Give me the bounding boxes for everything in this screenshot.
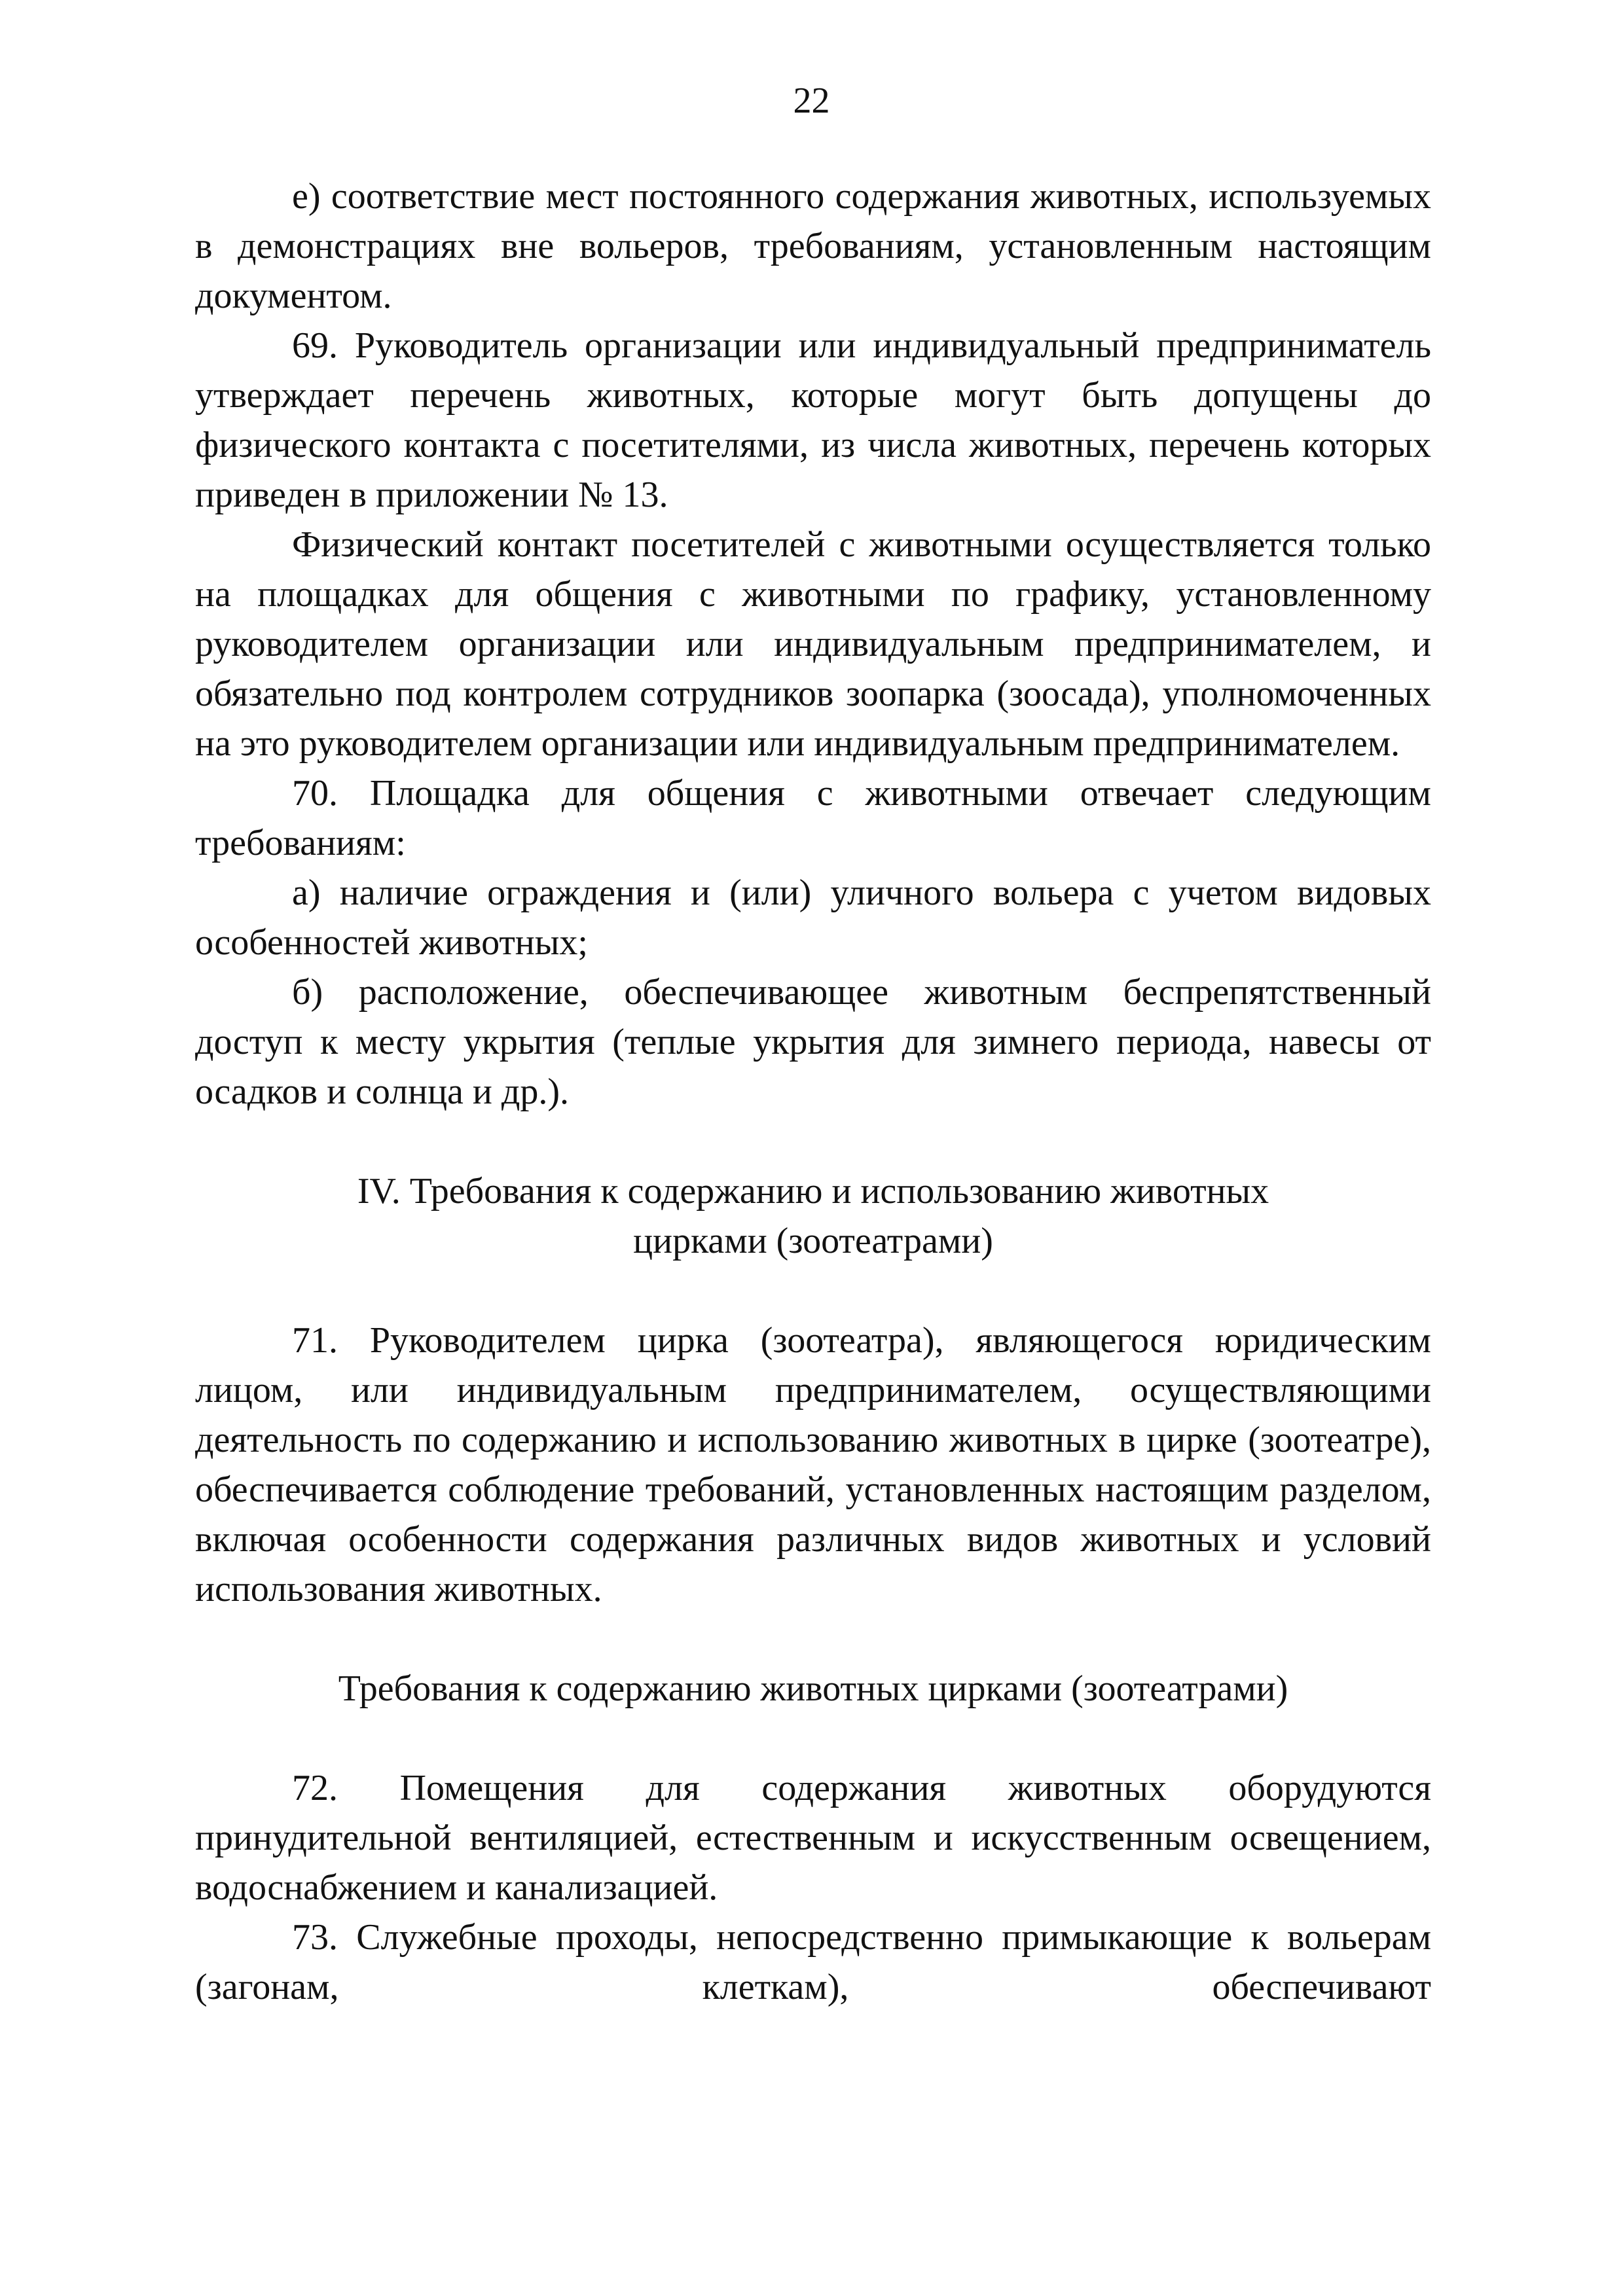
paragraph-69-contact-animals-list: 69. Руководитель организации или индивидуальный предприниматель утверждает перечень животных, которые могут быть допущены до физического контакта с посетителями, из числа животных, перечень которых приведен в приложении № 13. (195, 325, 1431, 515)
paragraph-a-fencing: а) наличие ограждения и (или) уличного вольера с учетом видовых особенностей животных; (195, 872, 1431, 963)
document-body (195, 171, 1431, 2012)
section-heading-iv (195, 1166, 1431, 1266)
paragraph-73-service-passages: 73. Служебные проходы, непосредственно примыкающие к вольерам (загонам, клеткам), обеспечивают (195, 1917, 1431, 2007)
paragraph-physical-contact-rules: Физический контакт посетителей с животными осуществляется только на площадках для общения с животными по графику, установленному руководителем организации или индивидуальным предпринимателем, и обязательно под контролем сотрудников зоопарка (зоосада), уполномоченных на это руководителем организации или индивидуальным предпринимателем. (195, 524, 1431, 764)
page-number: 22 (793, 81, 830, 121)
section-heading-line-1: IV. Требования к содержанию и использованию животных (357, 1171, 1269, 1211)
subsection-heading: Требования к содержанию животных цирками (зоотеатрами) (338, 1668, 1288, 1709)
paragraph-e-enclosure-compliance: е) соответствие мест постоянного содержания животных, используемых в демонстрациях вне вольеров, требованиям, установленным настоящим документом. (195, 176, 1431, 316)
paragraph-70-contact-area-requirements: 70. Площадка для общения с животными отвечает следующим требованиям: (195, 773, 1431, 863)
paragraph-b-shelter-access: б) расположение, обеспечивающее животным беспрепятственный доступ к месту укрытия (теплые укрытия для зимнего периода, навесы от осадков и солнца и др.). (195, 972, 1431, 1112)
paragraph-72-premises-equipment: 72. Помещения для содержания животных оборудуются принудительной вентиляцией, естественным и искусственным освещением, водоснабжением и канализацией. (195, 1768, 1431, 1908)
section-heading-line-2: цирками (зоотеатрами) (633, 1221, 993, 1261)
paragraph-71-circus-head-duties: 71. Руководителем цирка (зоотеатра), являющегося юридическим лицом, или индивидуальным предпринимателем, осуществляющими деятельность по содержанию и использованию животных в цирке (зоотеатре), обеспечивается соблюдение требований, установленных настоящим разделом, включая особенности содержания различных видов животных и условий использования животных. (195, 1320, 1431, 1609)
